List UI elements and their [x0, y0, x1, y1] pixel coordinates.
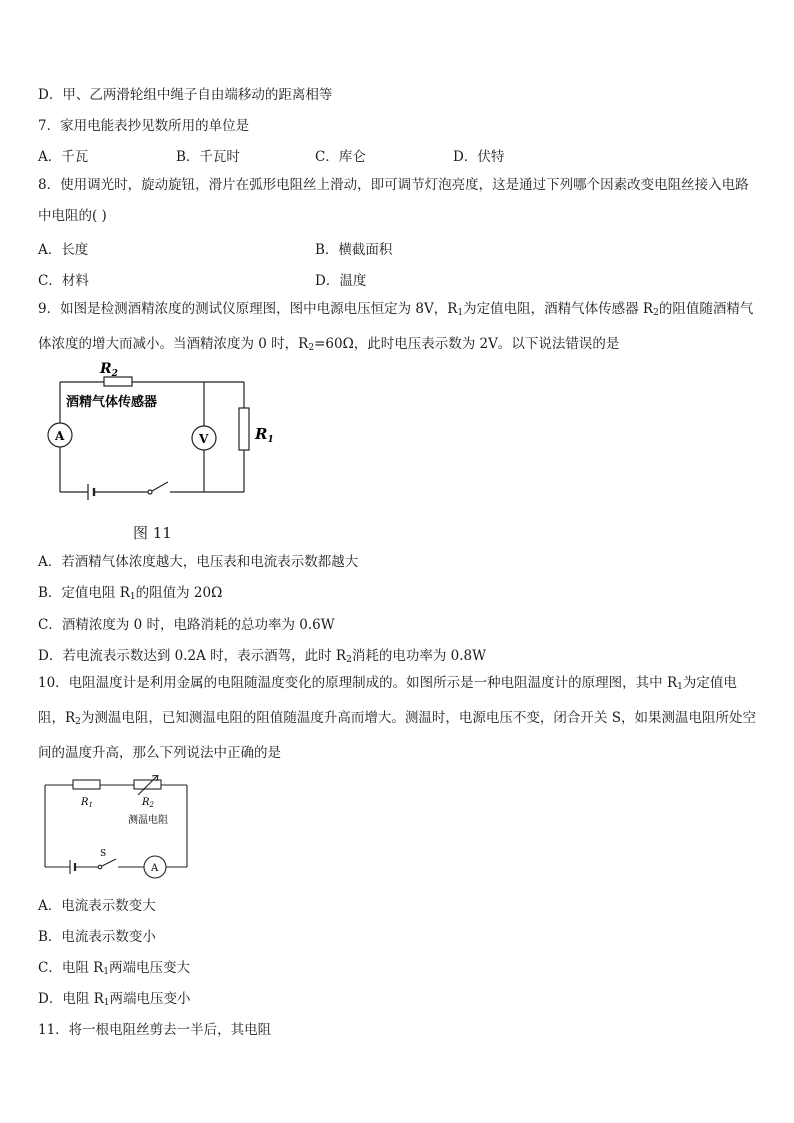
q8-option-b: B．横截面积	[315, 242, 393, 258]
r2-resistor	[104, 377, 132, 386]
switch-pivot	[148, 490, 152, 494]
q8-option-c: C．材料	[38, 273, 89, 289]
q9-figure-caption: 图 11	[133, 524, 172, 542]
r1-resistor	[239, 408, 249, 450]
switch-blade-icon	[152, 482, 168, 491]
q9-option-d: D．若电流表示数达到 0.2A 时，表示酒驾，此时 $R_2$消耗的电功率为 0.8W	[38, 648, 486, 665]
q6-option-d: D．甲、乙两滑轮组中绳子自由端移动的距离相等	[38, 87, 333, 103]
q10-option-c: C．电阻 $R_1$两端电压变大	[38, 960, 191, 977]
switch-blade-icon	[102, 859, 116, 866]
q9-fig-r1-label: $R_1$	[255, 425, 274, 445]
q7-stem: 7．家用电能表抄见数所用的单位是	[38, 118, 250, 134]
q9-fig-sensor-label: 酒精气体传感器	[66, 395, 158, 410]
switch-pivot	[98, 865, 102, 869]
q10-stem: 10．电阻温度计是利用金属的电阻随温度变化的原理制成的。如图所示是一种电阻温度计的原理图，其中 $R_1$为定值电阻，$R_2$为测温电阻，已知测温电阻的阻值随温度升高而增大。测温时，电源电压不变，闭合开关 S，如果测温电阻所处空间的温度升高，那么下列说法中正确的是	[38, 675, 756, 761]
q9-fig-voltmeter-label: V	[199, 432, 209, 446]
q8-option-d: D．温度	[315, 273, 367, 289]
q7-option-b: B．千瓦时	[176, 149, 240, 165]
q9-option-a: A．若酒精气体浓度越大，电压表和电流表示数都越大	[38, 554, 359, 570]
q8-option-a: A．长度	[38, 242, 89, 258]
q7-option-a: A．千瓦	[38, 149, 89, 165]
q9-option-b: B．定值电阻 $R_1$的阻值为 20Ω	[38, 585, 223, 602]
r1-resistor	[73, 780, 100, 789]
r2-variable-resistor	[134, 780, 161, 789]
q11-stem: 11．将一根电阻丝剪去一半后，其电阻	[38, 1022, 272, 1038]
q9-circuit-diagram	[40, 360, 280, 505]
q10-option-b: B．电流表示数变小	[38, 929, 156, 945]
q9-option-c: C．酒精浓度为 0 时，电路消耗的总功率为 0.6W	[38, 617, 335, 633]
q10-option-d: D．电阻 $R_1$两端电压变小	[38, 991, 191, 1008]
q10-fig-switch-label: S	[100, 849, 107, 859]
q8-stem: 8．使用调光时，旋动旋钮，滑片在弧形电阻丝上滑动，即可调节灯泡亮度，这是通过下列哪个因素改变电阻丝接入电路中电阻的( )	[38, 177, 749, 224]
q7-option-d: D．伏特	[453, 149, 505, 165]
q7-option-c: C．库仑	[315, 149, 366, 165]
q10-fig-r2-label: $R_2$	[142, 797, 154, 809]
q9-fig-ammeter-label: A	[55, 429, 65, 443]
q10-option-a: A．电流表示数变大	[38, 898, 156, 914]
q10-circuit-diagram	[40, 775, 195, 885]
q10-fig-sensor-label: 测温电阻	[128, 815, 168, 826]
q10-fig-r1-label: $R_1$	[81, 797, 93, 809]
q9-fig-r2-label: $R_2$	[100, 361, 118, 379]
q9-stem: 9．如图是检测酒精浓度的测试仪原理图，图中电源电压恒定为 8V，$R_1$为定值电阻，酒精气体传感器 $R_2$的阻值随酒精气体浓度的增大而减小。当酒精浓度为 0 时，$R_2=60\Omega$，此时电压表示数为 2V。以下说法错误的是	[38, 301, 754, 353]
q10-fig-ammeter-label: A	[151, 863, 159, 874]
